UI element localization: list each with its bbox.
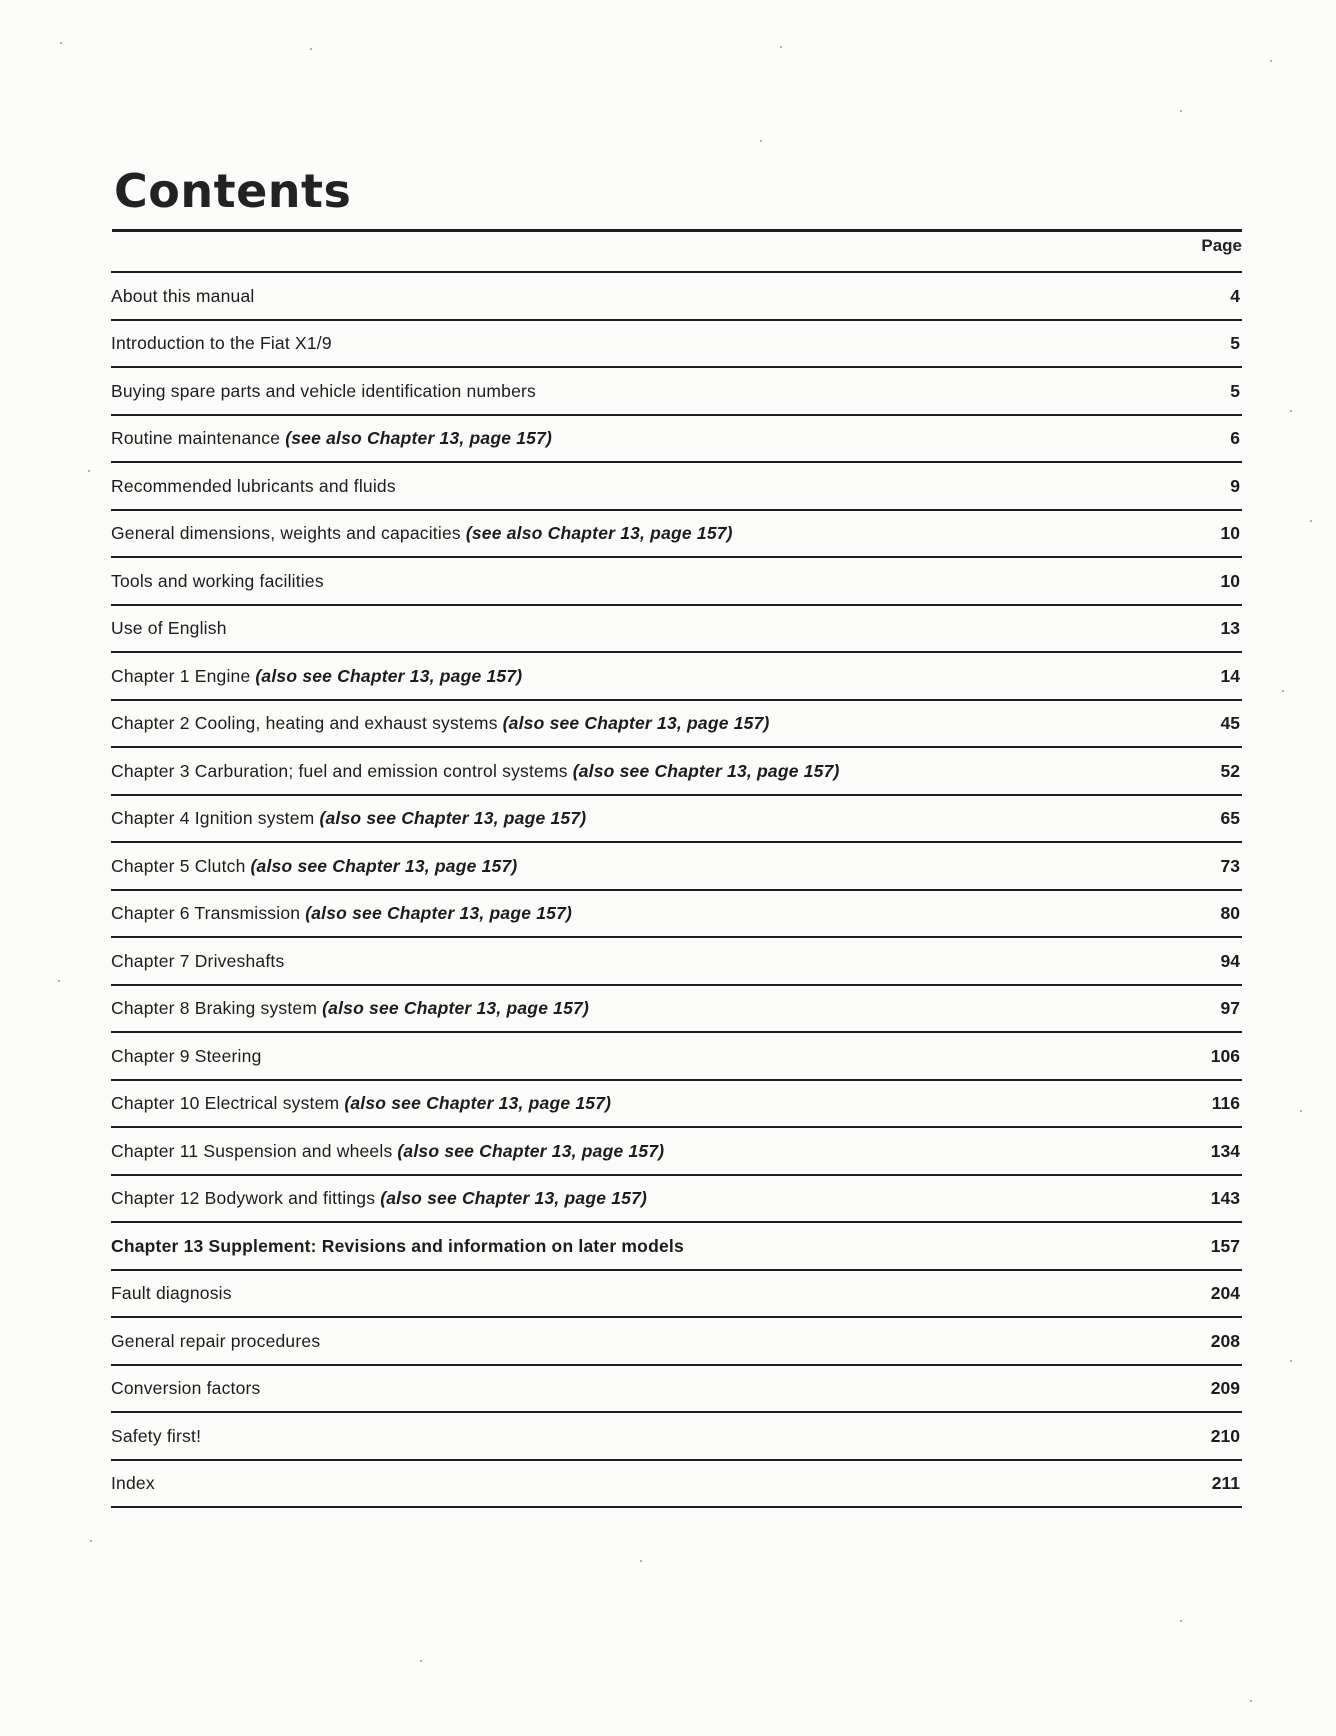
entry-title: Chapter 8 Braking system [111, 998, 318, 1019]
entry-cross-reference: (see also Chapter 13, page 157) [285, 428, 553, 449]
contents-entry [111, 1473, 155, 1494]
entry-page-number: 5 [1230, 380, 1240, 401]
entry-title: Recommended lubricants and fluids [111, 475, 396, 496]
entry-page-number: 143 [1210, 1188, 1240, 1209]
scan-speck [1282, 690, 1284, 692]
contents-entry [111, 1378, 261, 1399]
entry-page-number: 209 [1210, 1378, 1240, 1399]
entry-page-number: 5 [1230, 333, 1240, 354]
contents-row [111, 843, 1242, 891]
entry-title: General repair procedures [111, 1330, 321, 1351]
scan-speck [1180, 1620, 1182, 1622]
contents-entry [111, 1236, 684, 1257]
contents-entry [111, 808, 586, 829]
entry-cross-reference: (also see Chapter 13, page 157) [397, 1140, 665, 1161]
contents-row [111, 796, 1242, 844]
entry-title: Routine maintenance [111, 428, 281, 449]
entry-page-number: 65 [1220, 808, 1240, 829]
contents-row [111, 1033, 1242, 1081]
scan-speck [760, 140, 762, 142]
entry-page-number: 134 [1210, 1140, 1240, 1161]
entry-page-number: 52 [1220, 760, 1240, 781]
scan-speck [420, 1660, 422, 1662]
entry-page-number: 157 [1210, 1235, 1240, 1256]
entry-title: Chapter 1 Engine [111, 665, 251, 686]
entry-title: Use of English [111, 618, 227, 639]
entry-title: Fault diagnosis [111, 1283, 232, 1304]
scan-speck [58, 980, 60, 982]
contents-entry [111, 523, 733, 544]
contents-entry [111, 1141, 664, 1162]
contents-row [111, 1366, 1242, 1414]
entry-page-number: 97 [1220, 998, 1240, 1019]
scan-speck [90, 1540, 92, 1542]
scan-speck [1300, 1110, 1302, 1112]
entry-page-number: 4 [1230, 285, 1240, 306]
entry-page-number: 80 [1220, 903, 1240, 924]
scan-speck [1310, 520, 1312, 522]
entry-cross-reference: (see also Chapter 13, page 157) [465, 523, 733, 544]
contents-row [111, 1128, 1242, 1176]
contents-entry [111, 666, 522, 687]
contents-entry [111, 856, 517, 877]
scan-speck [640, 1560, 642, 1562]
entry-page-number: 10 [1220, 523, 1240, 544]
entry-page-number: 94 [1220, 950, 1240, 971]
entry-title: Tools and working facilities [111, 570, 324, 591]
entry-title: Introduction to the Fiat X1/9 [111, 333, 332, 354]
contents-entry [111, 1283, 232, 1304]
contents-entry [111, 903, 572, 924]
contents-row [111, 938, 1242, 986]
entry-title: Conversion factors [111, 1378, 261, 1399]
contents-row [111, 986, 1242, 1034]
entry-cross-reference: (also see Chapter 13, page 157) [255, 665, 523, 686]
entry-title: Index [111, 1473, 155, 1494]
entry-page-number: 211 [1211, 1473, 1240, 1494]
contents-list [111, 271, 1242, 1508]
page-title: Contents [114, 164, 352, 218]
entry-title: Chapter 7 Driveshafts [111, 950, 285, 971]
entry-cross-reference: (also see Chapter 13, page 157) [344, 1093, 612, 1114]
entry-cross-reference: (also see Chapter 13, page 157) [572, 760, 840, 781]
contents-entry [111, 476, 396, 497]
entry-page-number: 204 [1210, 1283, 1240, 1304]
contents-entry [111, 381, 536, 402]
entry-title: Safety first! [111, 1425, 202, 1446]
scan-speck [88, 470, 90, 472]
contents-row [111, 701, 1242, 749]
contents-entry [111, 286, 255, 307]
scan-speck [780, 46, 782, 48]
entry-page-number: 116 [1211, 1093, 1240, 1114]
contents-row [111, 511, 1242, 559]
entry-page-number: 14 [1220, 665, 1240, 686]
contents-row [111, 1461, 1242, 1509]
contents-row [111, 558, 1242, 606]
contents-row [111, 1271, 1242, 1319]
scan-speck [310, 48, 312, 50]
contents-entry [111, 1331, 320, 1352]
entry-page-number: 9 [1230, 475, 1240, 496]
contents-row [111, 653, 1242, 701]
entry-title: Chapter 10 Electrical system [111, 1093, 340, 1114]
contents-entry [111, 1426, 201, 1447]
contents-entry [111, 998, 589, 1019]
entry-title: Chapter 12 Bodywork and fittings [111, 1188, 376, 1209]
contents-row [111, 748, 1242, 796]
contents-entry [111, 618, 227, 639]
entry-title: Chapter 4 Ignition system [111, 808, 315, 829]
contents-row [111, 463, 1242, 511]
entry-title: Chapter 13 Supplement: Revisions and information on later models [111, 1235, 684, 1256]
scan-speck [60, 42, 62, 44]
entry-cross-reference: (also see Chapter 13, page 157) [322, 998, 590, 1019]
contents-row [111, 606, 1242, 654]
contents-entry [111, 428, 552, 449]
scan-speck [1250, 1700, 1252, 1702]
contents-row [111, 1318, 1242, 1366]
contents-entry [111, 1046, 262, 1067]
contents-entry [111, 1093, 611, 1114]
scan-speck [1290, 410, 1292, 412]
entry-page-number: 106 [1210, 1045, 1240, 1066]
page-column-header: Page [1201, 236, 1242, 255]
contents-row [111, 1081, 1242, 1129]
entry-title: Chapter 2 Cooling, heating and exhaust systems [111, 713, 498, 734]
contents-entry [111, 713, 770, 734]
contents-row [111, 1223, 1242, 1271]
contents-row [111, 321, 1242, 369]
entry-page-number: 13 [1220, 618, 1240, 639]
entry-title: General dimensions, weights and capacities [111, 523, 461, 544]
entry-cross-reference: (also see Chapter 13, page 157) [319, 808, 587, 829]
contents-entry [111, 761, 840, 782]
scan-speck [1270, 60, 1272, 62]
entry-title: Chapter 6 Transmission [111, 903, 301, 924]
entry-title: Chapter 5 Clutch [111, 855, 246, 876]
scan-speck [1180, 110, 1182, 112]
contents-row [111, 416, 1242, 464]
entry-title: Chapter 11 Suspension and wheels [111, 1140, 393, 1161]
entry-title: Chapter 9 Steering [111, 1045, 262, 1066]
contents-row [111, 891, 1242, 939]
contents-row [111, 273, 1242, 321]
entry-title: Chapter 3 Carburation; fuel and emission control systems [111, 760, 568, 781]
entry-page-number: 73 [1220, 855, 1240, 876]
contents-entry [111, 571, 324, 592]
contents-row [111, 1413, 1242, 1461]
contents-row [111, 368, 1242, 416]
contents-entry [111, 333, 332, 354]
entry-cross-reference: (also see Chapter 13, page 157) [250, 855, 518, 876]
scan-speck [1290, 1360, 1292, 1362]
entry-title: Buying spare parts and vehicle identification numbers [111, 380, 537, 401]
entry-page-number: 210 [1210, 1425, 1240, 1446]
entry-page-number: 208 [1210, 1330, 1240, 1351]
entry-page-number: 45 [1220, 713, 1240, 734]
entry-page-number: 6 [1230, 428, 1240, 449]
contents-entry [111, 951, 284, 972]
contents-entry [111, 1188, 647, 1209]
entry-cross-reference: (also see Chapter 13, page 157) [380, 1188, 648, 1209]
entry-title: About this manual [111, 285, 255, 306]
entry-cross-reference: (also see Chapter 13, page 157) [502, 713, 770, 734]
entry-cross-reference: (also see Chapter 13, page 157) [305, 903, 573, 924]
contents-row [111, 1176, 1242, 1224]
entry-page-number: 10 [1220, 570, 1240, 591]
title-rule [112, 229, 1242, 232]
